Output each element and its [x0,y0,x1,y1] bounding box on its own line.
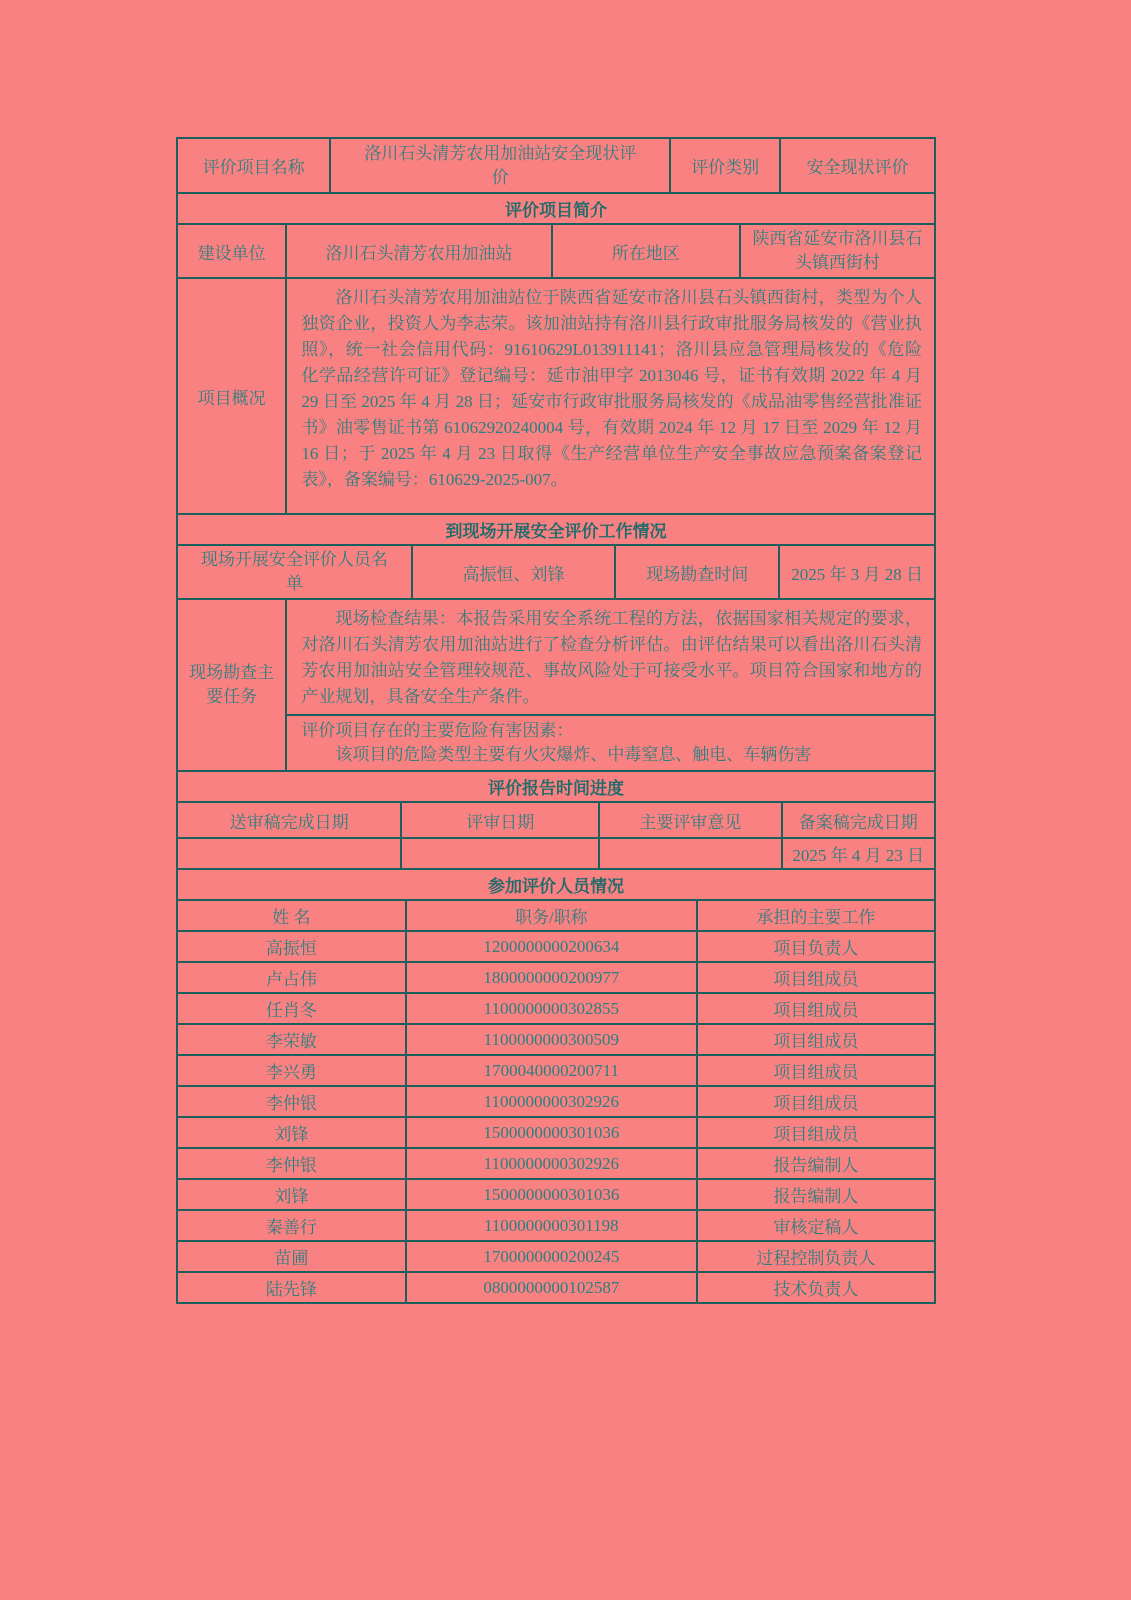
overview-row [178,277,934,513]
person-role: 项目组成员 [696,994,934,1023]
person-name: 高振恒 [265,939,317,958]
intro-section-header-row [178,192,934,223]
person-title: 1100000000302926 [405,1087,696,1116]
schedule-section-title: 评价报告时间进度 [488,779,624,798]
project-name-value: 洛川石头清芳农用加油站安全现状评价 [329,139,669,192]
person-role: 项目组成员 [696,1025,934,1054]
person-name: 卢占伟 [265,970,317,989]
person-name: 秦善行 [265,1218,317,1237]
region-value: 陕西省延安市洛川县石头镇西街村 [739,225,934,277]
schedule-col4-value: 2025 年 4 月 23 日 [781,839,934,868]
person-role: 项目组成员 [696,1056,934,1085]
person-name: 李兴勇 [265,1063,317,1082]
category-value: 安全现状评价 [779,139,934,192]
table-row [178,961,934,992]
overview-label: 项目概况 [197,388,266,408]
table-row [178,1271,934,1302]
builder-value: 洛川石头清芳农用加油站 [285,225,550,277]
person-name: 苗圃 [274,1249,309,1268]
tasks-content [285,600,934,770]
builder-label: 建设单位 [197,243,266,263]
hazards-list: 该项目的危险类型主要有火灾爆炸、中毒窒息、触电、车辆伤害 [335,745,812,764]
person-title: 1100000000300509 [405,1025,696,1054]
person-title: 1700000000200245 [405,1242,696,1271]
person-title: 1200000000200634 [405,932,696,961]
people-section-header-row [178,868,934,899]
person-name: 陆先锋 [265,1280,317,1299]
table-row [178,1240,934,1271]
overview-text: 洛川石头清芳农用加油站位于陕西省延安市洛川县石头镇西街村，类型为个人独资企业，投资人为李志荣。该加油站持有洛川县行政审批服务局核发的《营业执照》，统一社会信用代码：91610629L013911141；洛川县应急管理局核发的《危险化学品经营许可证》登记编号：延市油甲字 2013046 号，证书有效期 2022 年 4 月 29 日至 2025 年 4 月 28 日；延安市行政审批服务局核发的《成品油零售经营批准证书》油零售证书第 61062920240004 号，有效期 2024 年 12 月 17 日至 2029 年 12 月 16 日；于 2025 年 4 月 23 日取得《生产经营单位生产安全事故应急预案备案登记表》，备案编号：610629-2025-007。 [285,279,934,513]
intro-section-title: 评价项目简介 [505,201,607,220]
schedule-col4-label: 备案稿完成日期 [781,803,934,837]
person-role: 技术负责人 [696,1273,934,1302]
schedule-col2-value [400,839,598,868]
table-row [178,1023,934,1054]
tasks-label: 现场勘查主要任务 [189,663,275,706]
table-row [178,930,934,961]
table-row [178,1116,934,1147]
people-header-name: 姓 名 [272,908,311,927]
person-role: 报告编制人 [696,1149,934,1178]
project-name-row [178,139,934,192]
person-name: 李仲银 [265,1094,317,1113]
schedule-col1-label: 送审稿完成日期 [229,812,349,832]
schedule-col3-label: 主要评审意见 [598,803,780,837]
people-header-title: 职务/职称 [405,901,696,930]
survey-time-label: 现场勘查时间 [614,546,778,598]
person-title: 1100000000302926 [405,1149,696,1178]
survey-time-value: 2025 年 3 月 28 日 [778,546,934,598]
person-role: 审核定稿人 [696,1211,934,1240]
category-label: 评价类别 [669,139,779,192]
table-row [178,1147,934,1178]
people-header-role: 承担的主要工作 [696,901,934,930]
table-row [178,1209,934,1240]
tasks-row [178,598,934,770]
person-name: 刘锋 [274,1125,309,1144]
staff-label: 现场开展安全评价人员名单 [200,550,388,593]
project-name-label: 评价项目名称 [202,158,305,177]
people-header-row [178,899,934,930]
schedule-col3-value [598,839,780,868]
staff-value: 高振恒、刘锋 [411,546,614,598]
region-label: 所在地区 [551,225,739,277]
person-name: 刘锋 [274,1187,309,1206]
schedule-header-row [178,801,934,837]
person-role: 项目组成员 [696,1118,934,1147]
person-name: 李仲银 [265,1156,317,1175]
site-work-section-title: 到现场开展安全评价工作情况 [445,522,667,541]
schedule-values-row [178,837,934,868]
staff-row [178,544,934,598]
person-role: 项目负责人 [696,932,934,961]
site-work-section-header-row [178,513,934,544]
person-role: 项目组成员 [696,963,934,992]
table-row [178,1178,934,1209]
builder-row [178,223,934,277]
person-name: 李荣敏 [265,1032,317,1051]
schedule-col2-label: 评审日期 [400,803,598,837]
person-role: 过程控制负责人 [696,1242,934,1271]
person-name: 任肖冬 [265,1001,317,1020]
table-row [178,1054,934,1085]
schedule-section-header-row [178,770,934,801]
person-title: 0800000000102587 [405,1273,696,1302]
schedule-col1-value [178,839,400,868]
person-title: 1700040000200711 [405,1056,696,1085]
people-section-title: 参加评价人员情况 [488,877,624,896]
person-title: 1500000000301036 [405,1180,696,1209]
tasks-inspection-result: 现场检查结果：本报告采用安全系统工程的方法，依据国家相关规定的要求，对洛川石头清芳农用加油站进行了检查分析评估。由评估结果可以看出洛川石头清芳农用加油站安全管理较规范、事故风险处于可接受水平。项目符合国家和地方的产业规划，具备安全生产条件。 [301,609,922,706]
table-row [178,1085,934,1116]
person-title: 1500000000301036 [405,1118,696,1147]
person-title: 1100000000302855 [405,994,696,1023]
person-title: 1800000000200977 [405,963,696,992]
hazards-heading: 评价项目存在的主要危险有害因素： [301,721,574,740]
person-role: 项目组成员 [696,1087,934,1116]
person-title: 1100000000301198 [405,1211,696,1240]
evaluation-summary-table [176,137,936,1304]
tasks-hazards [287,714,934,770]
person-role: 报告编制人 [696,1180,934,1209]
table-row [178,992,934,1023]
